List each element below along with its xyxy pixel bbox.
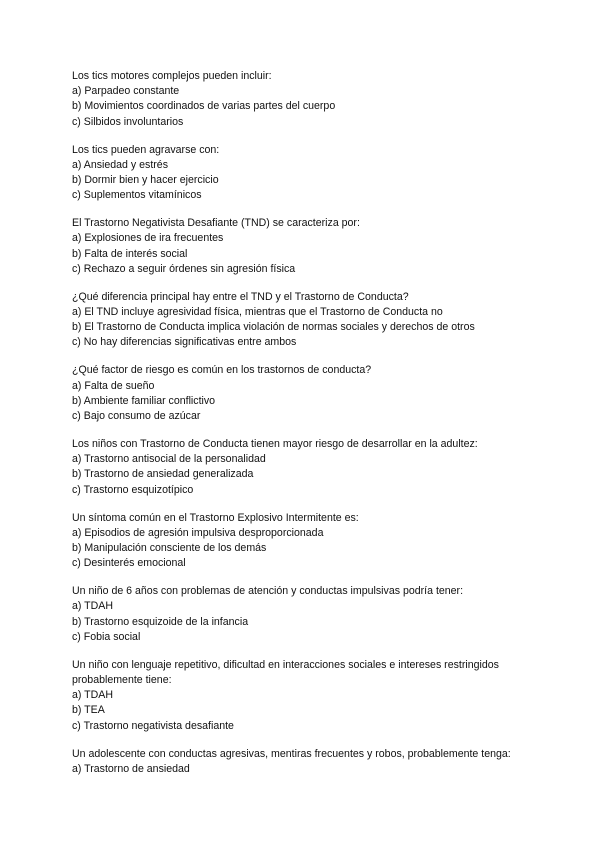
answer-option: b) El Trastorno de Conducta implica violación de normas sociales y derechos de otros — [72, 321, 475, 334]
answer-option: b) Movimientos coordinados de varias partes del cuerpo — [72, 100, 336, 113]
answer-option: a) Trastorno antisocial de la personalidad — [72, 453, 266, 466]
answer-option: b) Trastorno esquizoide de la infancia — [72, 615, 249, 628]
question-stem: Los tics pueden agravarse con: — [72, 143, 220, 156]
question-stem: El Trastorno Negativista Desafiante (TND) se caracteriza por: — [72, 217, 360, 230]
answer-option: c) No hay diferencias significativas entre ambos — [72, 336, 297, 349]
question-block — [72, 747, 542, 777]
question-stem: Los niños con Trastorno de Conducta tienen mayor riesgo de desarrollar en la adultez: — [72, 438, 478, 451]
answer-option: a) TDAH — [72, 600, 114, 613]
answer-option: b) Trastorno de ansiedad generalizada — [72, 468, 254, 481]
question-block — [72, 658, 542, 734]
answer-option: c) Trastorno negativista desafiante — [72, 719, 234, 732]
answer-option: a) El TND incluye agresividad física, mientras que el Trastorno de Conducta no — [72, 306, 443, 319]
answer-option: b) TEA — [72, 704, 105, 717]
question-stem: Un niño con lenguaje repetitivo, dificultad en interacciones sociales e intereses restringidos probablemente tiene: — [72, 658, 499, 687]
answer-option: b) Dormir bien y hacer ejercicio — [72, 174, 219, 187]
question-block — [72, 437, 542, 498]
question-block — [72, 143, 542, 204]
answer-option: c) Desinterés emocional — [72, 557, 186, 570]
question-block — [72, 511, 542, 572]
question-stem: ¿Qué factor de riesgo es común en los trastornos de conducta? — [72, 364, 372, 377]
answer-option: c) Silbidos involuntarios — [72, 115, 184, 128]
question-block — [72, 69, 542, 130]
question-block — [72, 290, 542, 351]
answer-option: a) Explosiones de ira frecuentes — [72, 232, 224, 245]
answer-option: b) Ambiente familiar conflictivo — [72, 394, 216, 407]
question-stem: Un niño de 6 años con problemas de atención y conductas impulsivas podría tener: — [72, 585, 464, 598]
question-block — [72, 584, 542, 645]
answer-option: a) TDAH — [72, 689, 114, 702]
answer-option: c) Suplementos vitamínicos — [72, 189, 202, 202]
document-page — [72, 69, 542, 790]
answer-option: a) Trastorno de ansiedad — [72, 762, 190, 775]
answer-option: a) Falta de sueño — [72, 379, 155, 392]
answer-option: b) Falta de interés social — [72, 247, 188, 260]
answer-option: b) Manipulación consciente de los demás — [72, 542, 267, 555]
question-stem: Un adolescente con conductas agresivas, mentiras frecuentes y robos, probablemente tenga: — [72, 747, 511, 760]
question-block — [72, 363, 542, 424]
question-stem: Un síntoma común en el Trastorno Explosivo Intermitente es: — [72, 511, 359, 524]
question-stem: ¿Qué diferencia principal hay entre el TND y el Trastorno de Conducta? — [72, 290, 409, 303]
answer-option: a) Parpadeo constante — [72, 85, 180, 98]
question-stem: Los tics motores complejos pueden incluir: — [72, 70, 272, 82]
answer-option: c) Bajo consumo de azúcar — [72, 410, 201, 423]
answer-option: a) Episodios de agresión impulsiva desproporcionada — [72, 526, 324, 539]
question-block — [72, 216, 542, 277]
answer-option: c) Fobia social — [72, 630, 141, 643]
answer-option: a) Ansiedad y estrés — [72, 158, 168, 171]
answer-option: c) Rechazo a seguir órdenes sin agresión física — [72, 262, 296, 275]
answer-option: c) Trastorno esquizotípico — [72, 483, 194, 496]
